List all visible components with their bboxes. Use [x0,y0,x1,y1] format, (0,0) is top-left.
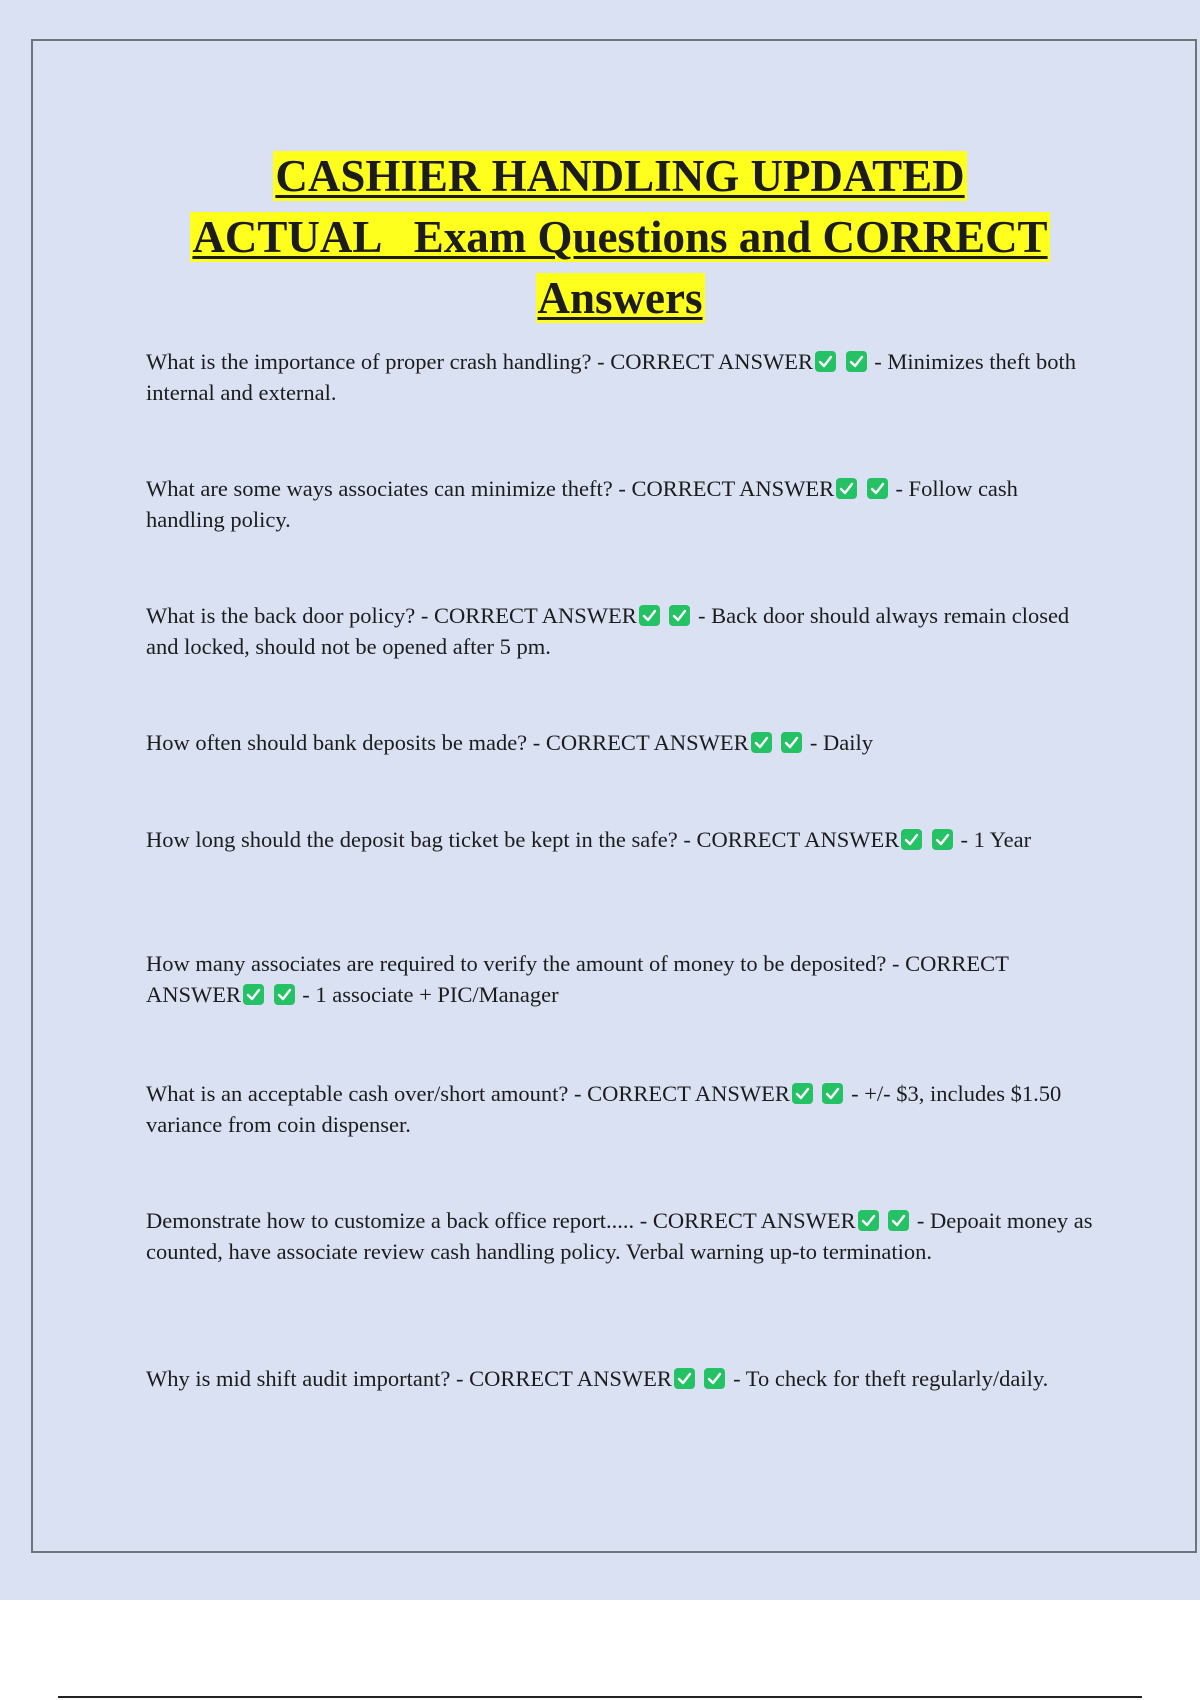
qa-item [146,727,1096,758]
answer-marker: CORRECT ANSWER [696,827,900,852]
question-text: What is the importance of proper crash handling? - [146,349,611,374]
check-square-icon [751,732,772,753]
answer-text: - +/- $3, includes $1.50 variance from coin dispenser. [146,1081,1062,1137]
check-square-icon [781,732,802,753]
answer-marker: CORRECT ANSWER [652,1208,856,1233]
check-square-icon [704,1368,725,1389]
check-square-icon [888,1210,909,1231]
check-square-icon [669,605,690,626]
answer-text: - 1 Year [954,827,1032,852]
qa-item [146,1205,1096,1267]
answer-marker: CORRECT ANSWER [469,1366,672,1391]
answer-marker: CORRECT ANSWER [631,476,835,501]
check-square-icon [901,829,922,850]
check-square-icon [932,829,953,850]
qa-item [146,346,1096,408]
title-line-3: Answers [537,273,703,323]
answer-text: - Back door should always remain closed and locked, should not be opened after 5 pm. [146,603,1070,659]
check-square-icon [836,478,857,499]
question-text: What is the back door policy? - [146,603,435,628]
answer-marker: CORRECT ANSWER [146,951,1009,1007]
qa-item [146,1363,1096,1394]
answer-text: - Depoait money as counted, have associate review cash handling policy. Verbal warning up-to termination. [146,1208,1093,1264]
answer-text: - Minimizes theft both internal and external. [146,349,1077,405]
qa-item [146,824,1096,855]
bottom-rule [58,1696,1142,1698]
question-text: How long should the deposit bag ticket be kept in the safe? - [146,827,697,852]
question-text: Why is mid shift audit important? - [146,1366,470,1391]
document-title [80,146,1160,329]
question-text: What are some ways associates can minimize theft? - [146,476,632,501]
check-square-icon [674,1368,695,1389]
answer-marker: CORRECT ANSWER [587,1081,790,1106]
answer-marker: CORRECT ANSWER [434,603,637,628]
title-line-2: ACTUAL Exam Questions and CORRECT [192,212,1048,262]
qa-item [146,948,1096,1010]
check-square-icon [792,1083,813,1104]
check-square-icon [858,1210,879,1231]
qa-item [146,473,1096,535]
answer-text: - Follow cash handling policy. [146,476,1018,532]
check-square-icon [846,351,867,372]
check-square-icon [639,605,660,626]
answer-text: - 1 associate + PIC/Manager [296,982,559,1007]
check-square-icon [815,351,836,372]
check-square-icon [822,1083,843,1104]
question-text: What is an acceptable cash over/short amount? - [146,1081,588,1106]
title-line-1: CASHIER HANDLING UPDATED [275,151,965,201]
answer-marker: CORRECT ANSWER [545,730,749,755]
qa-item [146,1078,1096,1140]
qa-item [146,600,1096,662]
answer-text: - Daily [804,730,874,755]
answer-text: - To check for theft regularly/daily. [727,1366,1049,1391]
question-text: How often should bank deposits be made? - [146,730,546,755]
answer-marker: CORRECT ANSWER [610,349,813,374]
check-square-icon [867,478,888,499]
question-text: How many associates are required to verify the amount of money to be deposited? - [146,951,906,976]
question-text: Demonstrate how to customize a back office report..... - [146,1208,653,1233]
check-square-icon [243,984,264,1005]
check-square-icon [274,984,295,1005]
